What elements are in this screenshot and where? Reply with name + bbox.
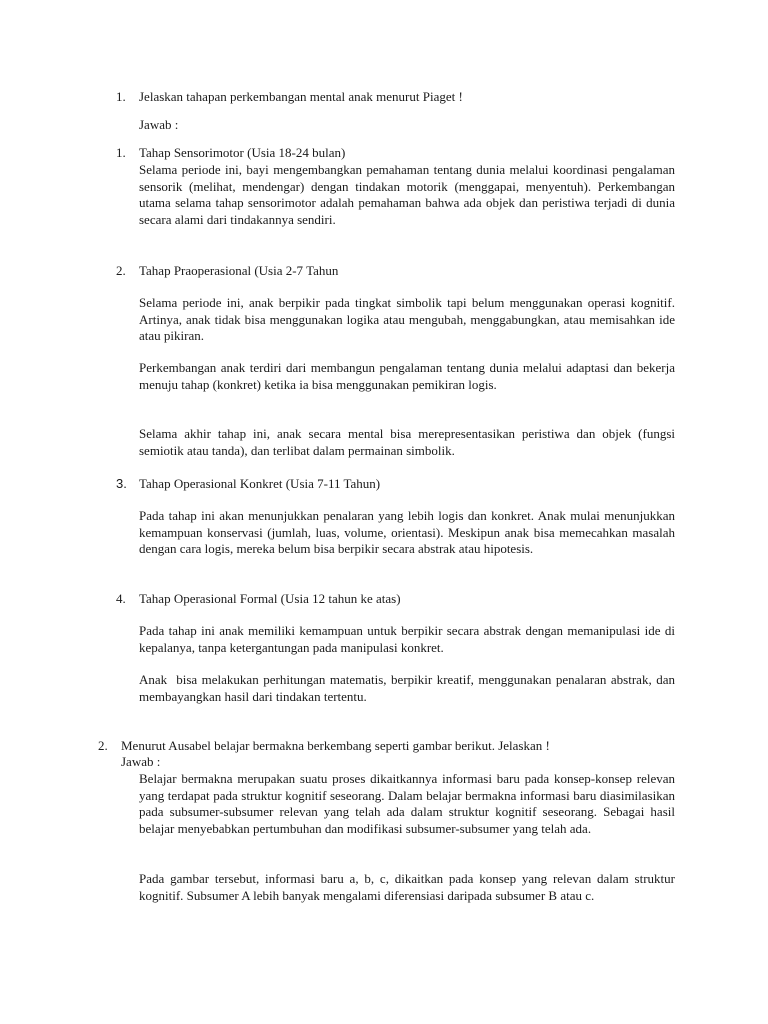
stage-4-paragraph-1: Pada tahap ini anak memiliki kemampuan untuk berpikir secara abstrak dengan memanipulasi ide di kepalanya, tanpa ketergantungan pada manipulasi konkret. bbox=[139, 623, 675, 655]
question-2-answer-label: Jawab : bbox=[121, 754, 161, 769]
stage-4-title: Tahap Operasional Formal (Usia 12 tahun ke atas) bbox=[139, 591, 401, 606]
stage-3-number: 3. bbox=[116, 476, 127, 491]
stage-4-number: 4. bbox=[116, 591, 126, 606]
stage-4-paragraph-2: Anak bisa melakukan perhitungan matematis, berpikir kreatif, menggunakan penalaran abstrak, dan membayangkan hasil dari tindakan tertentu. bbox=[139, 672, 679, 704]
question-1-number: 1. bbox=[116, 89, 126, 104]
stage-3-paragraph: Pada tahap ini akan menunjukkan penalaran yang lebih logis dan konkret. Anak mulai menunjukkan kemampuan konservasi (jumlah, luas, volume, orientasi). Meskipun anak bisa memecahkan masalah dengan cara logis, mereka belum bisa berpikir secara abstrak atau hipotesis. bbox=[139, 508, 675, 556]
question-1-text: Jelaskan tahapan perkembangan mental anak menurut Piaget ! bbox=[139, 89, 463, 104]
stage-1-number: 1. bbox=[116, 145, 126, 160]
stage-2-paragraph-2: Perkembangan anak terdiri dari membangun pengalaman tentang dunia melalui adaptasi dan bekerja menuju tahap (konkret) ketika ia bisa menggunakan pemikiran logis. bbox=[139, 360, 675, 392]
stage-1-paragraph: Selama periode ini, bayi mengembangkan pemahaman tentang dunia melalui koordinasi pengalaman sensorik (melihat, mendengar) dengan tindakan motorik (menggapai, menyentuh). Perkembangan utama selama tahap sensorimotor adalah pemahaman bahwa ada objek dan peristiwa terjadi di dunia secara alami dari tindakannya sendiri. bbox=[139, 162, 675, 227]
stage-2-title: Tahap Praoperasional (Usia 2-7 Tahun bbox=[139, 263, 339, 278]
question-1-answer-label: Jawab : bbox=[139, 117, 179, 132]
stage-3-title: Tahap Operasional Konkret (Usia 7-11 Tahun) bbox=[139, 476, 381, 491]
question-2-text: Menurut Ausabel belajar bermakna berkembang seperti gambar berikut. Jelaskan ! bbox=[121, 738, 550, 753]
question-2-paragraph-2: Pada gambar tersebut, informasi baru a, b, c, dikaitkan pada konsep yang relevan dalam struktur kognitif. Subsumer A lebih banyak mengalami diferensiasi daripada subsumer B atau c. bbox=[139, 871, 675, 903]
stage-1-title: Tahap Sensorimotor (Usia 18-24 bulan) bbox=[139, 145, 346, 160]
stage-2-number: 2. bbox=[116, 263, 126, 278]
question-2-paragraph-1: Belajar bermakna merupakan suatu proses dikaitkannya informasi baru pada konsep-konsep relevan yang terdapat pada struktur kognitif seseorang. Dalam belajar bermakna informasi baru diasimilasikan pada subsumer-subsumer relevan yang telah ada dalam struktur kognitif seseorang. Sebagai hasil belajar menyebabkan pertumbuhan dan modifikasi subsumer-subsumer yang telah ada. bbox=[139, 771, 675, 836]
stage-2-paragraph-3: Selama akhir tahap ini, anak secara mental bisa merepresentasikan peristiwa dan objek (fungsi semiotik atau tanda), dan terlibat dalam permainan simbolik. bbox=[139, 426, 675, 458]
question-2-number: 2. bbox=[98, 738, 108, 753]
stage-2-paragraph-1: Selama periode ini, anak berpikir pada tingkat simbolik tapi belum menggunakan operasi kognitif. Artinya, anak tidak bisa menggunakan logika atau mengubah, menggabungkan, atau memisahkan ide atau pikiran. bbox=[139, 295, 675, 343]
